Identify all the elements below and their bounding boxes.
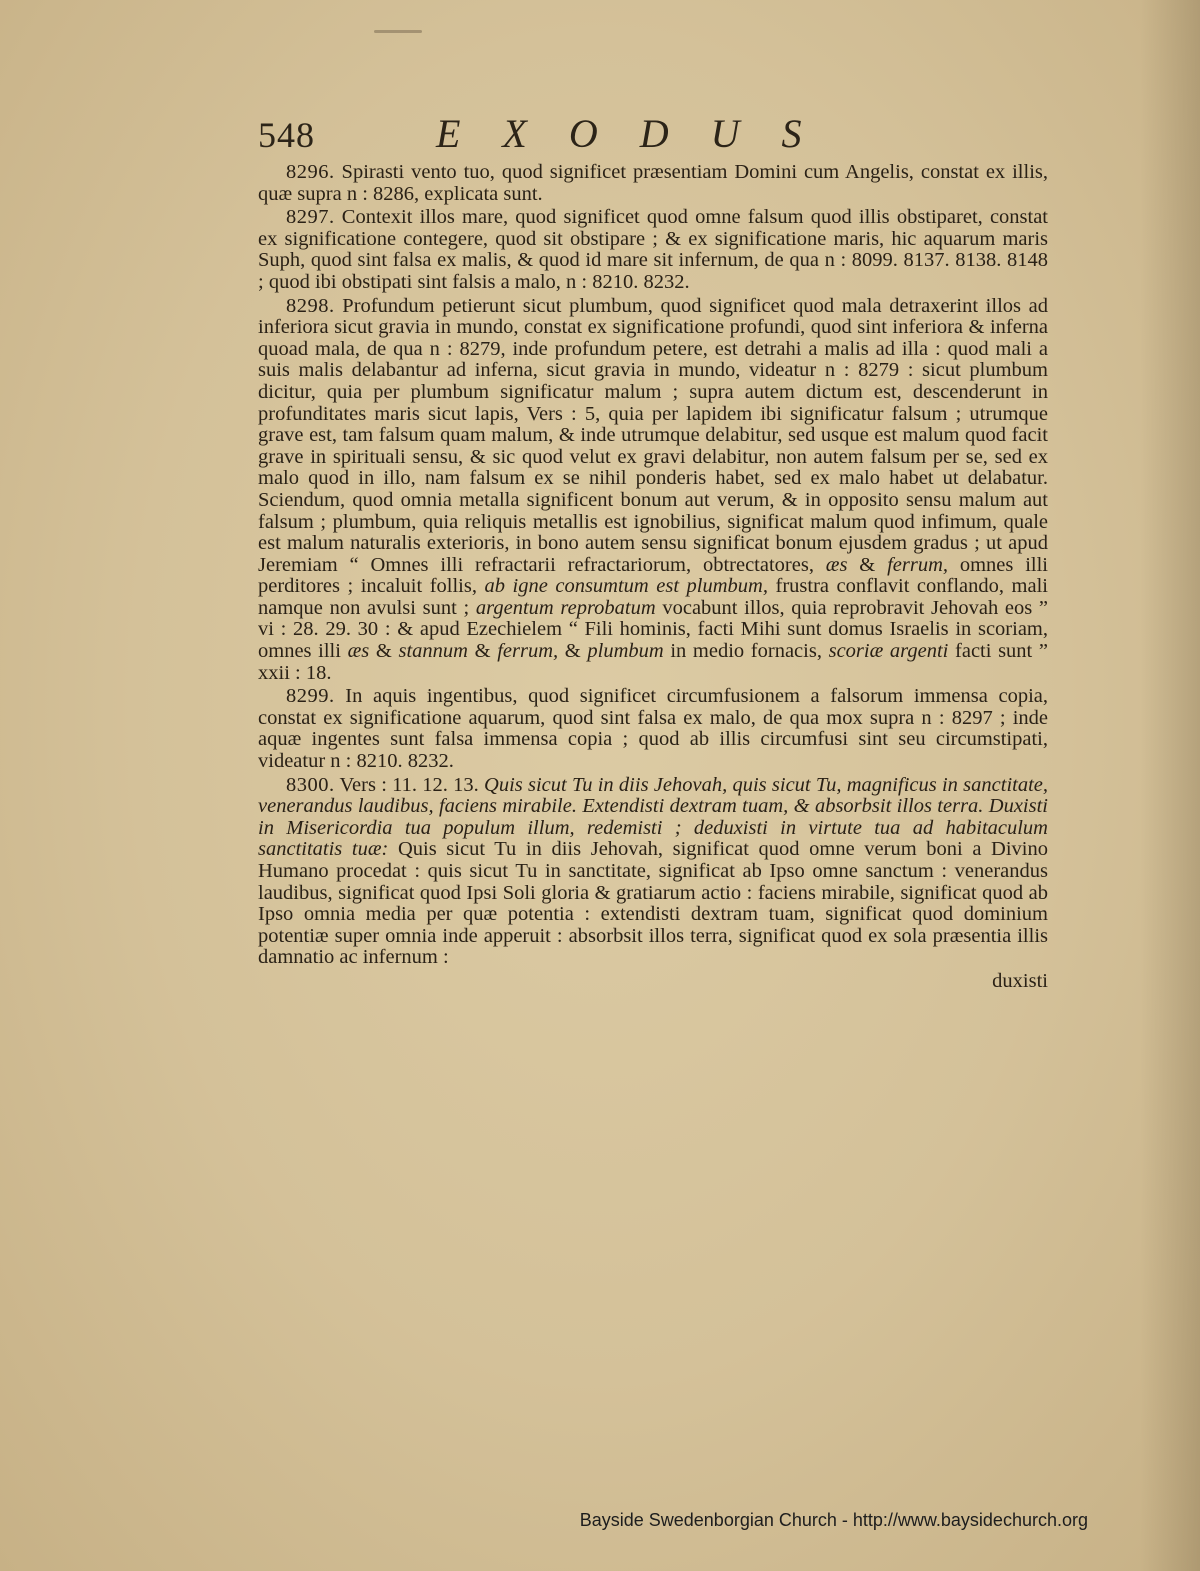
paragraph-list	[258, 162, 1048, 969]
paragraph-text: Quis sicut Tu in diis Jehovah, significat quod omne verum boni a Divino Humano procedat : quis sicut Tu in sanctitate, significat ab Ipso omne sanctum : venerandus laudibus, significat quod Ipsi Soli gloria & gratiarum actio : faciens mirabile, significat quod ab Ipso omnia media per quæ potentia : extendisti dextram tuam, significat quod dominium potentiæ super omnia inde apperuit : absorbsit illos terra, significat quod ex sola præsentia illis damnatio ac infernum :	[258, 838, 1048, 969]
italic-text: ferrum,	[497, 640, 559, 663]
paragraph-number: 8298.	[286, 294, 335, 317]
paragraph	[258, 162, 1048, 205]
italic-text: ab igne consumtum est plumbum,	[484, 575, 768, 598]
paragraph-number: 8297.	[286, 206, 335, 229]
running-head	[258, 110, 1048, 162]
italic-text: argentum reprobatum	[475, 596, 656, 619]
paragraph	[258, 686, 1048, 772]
italic-text: ferrum,	[887, 553, 948, 576]
paragraph-text: &	[467, 640, 498, 663]
paragraph	[258, 296, 1048, 685]
footer-credit: Bayside Swedenborgian Church - http://www.baysidechurch.org	[579, 1510, 1088, 1530]
text-block	[258, 162, 1048, 993]
paragraph-text: Spirasti vento tuo, quod significet præsentiam Domini cum Angelis, constat ex illis, quæ supra n : 8286, explicata sunt.	[258, 161, 1048, 205]
paragraph-text: &	[847, 553, 888, 576]
paragraph	[258, 207, 1048, 293]
book-title: EXODUS	[436, 111, 844, 156]
italic-text: æs	[825, 553, 848, 576]
page-edge-shadow	[1140, 0, 1200, 1571]
italic-text: plumbum	[587, 640, 664, 663]
italic-text: stannum	[398, 640, 468, 663]
paragraph-text: Vers : 11. 12. 13.	[339, 773, 485, 796]
paragraph-text: omnes illi perditores ; incaluit follis,	[258, 553, 1048, 598]
page-number: 548	[258, 115, 315, 155]
italic-text: Quis sicut Tu in diis Jehovah, quis sicut Tu, magnificus in sanctitate, venerandus laudibus, faciens mirabile. Extendisti dextram tuam, & absorbsit illos terra. Duxisti in Misericordia tua populum illum, redemisti ; deduxisti in virtute tua ad habitaculum sanctitatis tuæ:	[258, 773, 1048, 861]
paragraph-text: in medio fornacis,	[663, 640, 829, 663]
catchword: duxisti	[992, 969, 1048, 992]
paragraph-text: Profundum petierunt sicut plumbum, quod significet quod mala detraxerint illos ad inferiora sicut gravia in mundo, constat ex significatione profundi, quod sint inferiora & inferna quoad mala, de qua n : 8279, inde profundum petere, est detrahi a malis ad illa : quod mali a suis malis delabantur ad inferna, sicut gravia in mundo, videatur n : 8279 : sicut plumbum dicitur, quia per plumbum significatur malum ; supra autem dictum est, descenderunt in profunditates maris sicut lapis, Vers : 5, quia per lapidem ibi significatur falsum ; utrumque grave est, tam falsum quam malum, & inde utrumque delabitur, sed usque est malum quod facit grave in spirituali sensu, & sic quod velut ex gravi delabitur, non autem falsum per se, sed ex malo quod in illo, nam falsum ex se nihil ponderis habet, sed ex malo habet ut delabatur. Sciendum, quod omnia metalla significent bonum aut verum, & in opposito sensu malum aut falsum ; plumbum, quia reliquis metallis est ignobilius, significat malum quod infimum, quale est malum naturalis exterioris, in bono autem sensu significat bonum ejusdem gradus ; ut apud Jeremiam “ Omnes illi refractarii refractariorum, obtrectatores,	[258, 294, 1049, 576]
italic-text: scoriæ argenti	[828, 640, 949, 663]
paragraph-text: &	[558, 640, 588, 663]
paragraph-text: vocabunt illos, quia reprobravit Jehovah eos ” vi : 28. 29. 30 : & apud Ezechielem “ Fili hominis, facti Mihi sunt domus Israelis in scoriam, omnes illi	[258, 596, 1048, 663]
paragraph-text: In aquis ingentibus, quod significet circumfusionem a falsorum immensa copia, constat ex significatione aquarum, quod sint falsa ex malo, de qua mox supra n : 8297 ; inde aquæ ingentes sunt falsa immensa copia ; quod ab illis circumfusi sint seu circumstipati, videatur n : 8210. 8232.	[258, 685, 1048, 773]
paragraph-number: 8300.	[286, 773, 335, 796]
paragraph-number: 8299.	[286, 685, 335, 708]
italic-text: æs	[347, 640, 370, 663]
paragraph-number: 8296.	[286, 161, 335, 183]
paragraph-text: &	[369, 640, 399, 663]
paragraph	[258, 775, 1048, 969]
paragraph-text: Contexit illos mare, quod significet quod omne falsum quod illis obstiparet, constat ex significatione contegere, quod sit obstipare ; & ex significatione maris, hic aquarum maris Suph, quod sint falsa ex malis, & quod id mare sit infernum, de qua n : 8099. 8137. 8138. 8148 ; quod ibi obstipati sint falsis a malo, n : 8210. 8232.	[258, 206, 1049, 293]
paragraph-text: frustra conflavit conflando, mali namque non avulsi sunt ;	[258, 575, 1048, 619]
ink-smudge	[374, 30, 422, 33]
paragraph-text: facti sunt ” xxii : 18.	[258, 640, 1048, 684]
